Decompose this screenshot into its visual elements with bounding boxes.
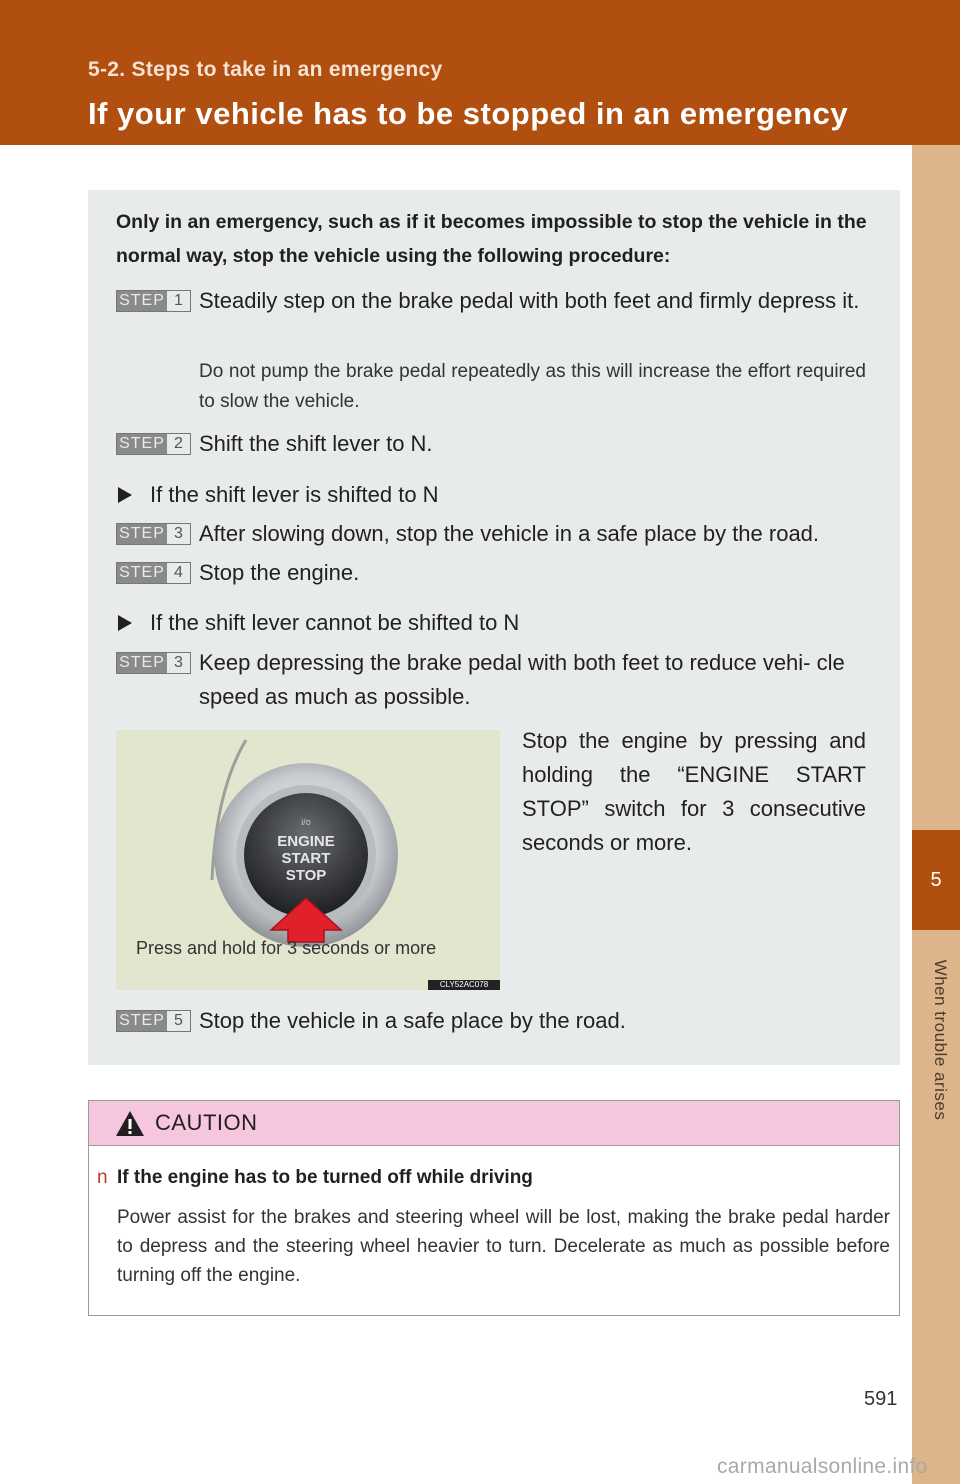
step-number: 2 bbox=[167, 434, 190, 454]
svg-text:STOP: STOP bbox=[285, 867, 327, 884]
intro-text: Only in an emergency, such as if it becomes impossible to stop the vehicle in the normal way, stop the vehicle using the following procedure: bbox=[116, 211, 867, 267]
step-text: After slowing down, stop the vehicle in a safe place by the road. bbox=[199, 521, 820, 546]
section-label: 5-2. Steps to take in an emergency bbox=[88, 58, 443, 81]
step-word: STEP bbox=[117, 524, 167, 544]
caution-heading-text: If the engine has to be turned off while driving bbox=[117, 1167, 533, 1188]
step-number: 3 bbox=[167, 524, 190, 544]
step-text: Keep depressing the brake pedal with both feet to reduce vehi- cle speed as much as possible. bbox=[199, 650, 845, 709]
step-word: STEP bbox=[117, 653, 167, 673]
step-badge bbox=[116, 523, 191, 545]
page-title: If your vehicle has to be stopped in an emergency bbox=[88, 96, 849, 131]
caution-header bbox=[89, 1101, 899, 1146]
step-word: STEP bbox=[117, 563, 167, 583]
step-text: Stop the vehicle in a safe place by the road. bbox=[199, 1008, 626, 1033]
step-number: 5 bbox=[167, 1011, 190, 1031]
caution-body: Power assist for the brakes and steering wheel will be lost, making the brake pedal harder to depress and the steering wheel heavier to turn. Decelerate as much as possible before turning off the engine. bbox=[117, 1207, 890, 1286]
step-word: STEP bbox=[117, 434, 167, 454]
case-heading bbox=[116, 606, 519, 640]
step-badge bbox=[116, 1010, 191, 1032]
chapter-number-tab[interactable]: 5 bbox=[912, 830, 960, 930]
step-number: 3 bbox=[167, 653, 190, 673]
step-note: Do not pump the brake pedal repeatedly as this will increase the effort required to slow the vehicle. bbox=[199, 361, 866, 412]
case-title: If the shift lever is shifted to N bbox=[150, 482, 439, 507]
engine-switch-illustration bbox=[116, 730, 500, 990]
case-heading bbox=[116, 478, 439, 512]
step-badge bbox=[116, 652, 191, 674]
step-number: 1 bbox=[167, 291, 190, 311]
step-badge bbox=[116, 433, 191, 455]
step-text: Shift the shift lever to N. bbox=[199, 431, 433, 456]
step-badge bbox=[116, 290, 191, 312]
step-text: Stop the engine by pressing and holding the “ENGINE START STOP” switch for 3 consecutive seconds or more. bbox=[522, 728, 866, 855]
svg-text:ENGINE: ENGINE bbox=[277, 833, 335, 850]
step-number: 4 bbox=[167, 563, 190, 583]
chapter-side-tab bbox=[912, 145, 960, 1484]
chapter-title: When trouble arises bbox=[931, 959, 950, 1121]
page-number: 591 bbox=[864, 1388, 898, 1410]
triangle-bullet-icon bbox=[118, 487, 132, 503]
step-word: STEP bbox=[117, 1011, 167, 1031]
triangle-bullet-icon bbox=[118, 615, 132, 631]
caution-heading bbox=[97, 1167, 533, 1189]
caution-box bbox=[88, 1100, 900, 1316]
warning-triangle-icon bbox=[115, 1110, 145, 1137]
svg-text:i/o: i/o bbox=[301, 817, 311, 827]
step-word: STEP bbox=[117, 291, 167, 311]
illustration-caption: Press and hold for 3 seconds or more bbox=[136, 938, 437, 958]
illustration-code: CLY52AC078 bbox=[428, 980, 500, 990]
page-header bbox=[0, 0, 960, 145]
caution-title: CAUTION bbox=[155, 1110, 258, 1135]
caution-bullet: n bbox=[97, 1167, 108, 1188]
svg-text:START: START bbox=[281, 850, 331, 867]
watermark: carmanualsonline.info bbox=[717, 1455, 928, 1478]
step-badge bbox=[116, 562, 191, 584]
step-text: Steadily step on the brake pedal with both feet and firmly depress it. bbox=[199, 288, 860, 313]
case-title: If the shift lever cannot be shifted to N bbox=[150, 610, 520, 635]
step-text: Stop the engine. bbox=[199, 560, 360, 585]
